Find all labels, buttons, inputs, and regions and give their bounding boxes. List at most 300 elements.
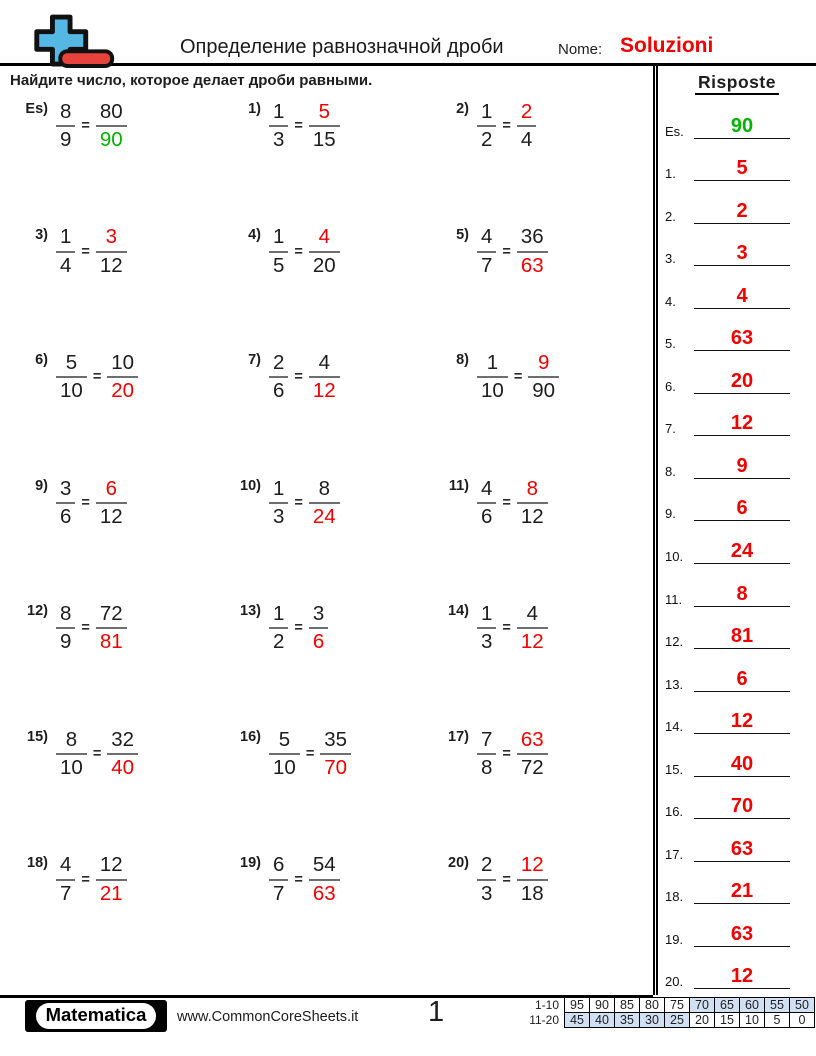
fraction-numerator: 5	[309, 101, 340, 127]
fraction-numerator: 1	[477, 101, 496, 127]
answer-value: 81	[730, 625, 754, 648]
score-range-label: 11-20	[519, 1013, 565, 1028]
fraction-denominator: 12	[99, 253, 123, 277]
answer-value: 63	[730, 327, 754, 350]
fraction-numerator: 2	[269, 352, 288, 378]
answer-line	[694, 328, 790, 351]
score-cell: 35	[615, 1013, 640, 1028]
answer-line	[694, 839, 790, 862]
fraction-denominator: 70	[324, 755, 348, 779]
fraction	[309, 603, 328, 653]
fraction-denominator: 4	[520, 128, 533, 151]
problem	[10, 227, 223, 277]
answer-row	[658, 734, 816, 777]
answer-value: 40	[730, 752, 754, 775]
score-cell: 70	[690, 998, 715, 1013]
problems-grid	[10, 96, 653, 975]
answer-value: 12	[730, 710, 754, 733]
fraction-numerator: 1	[269, 478, 288, 504]
answer-row	[658, 479, 816, 522]
fraction-numerator: 4	[477, 226, 496, 252]
problem	[223, 478, 431, 528]
fraction	[517, 854, 548, 904]
fraction-denominator: 10	[273, 755, 296, 779]
answer-value: 63	[730, 837, 754, 860]
problem-number: 2)	[456, 101, 469, 117]
score-cell: 95	[565, 998, 590, 1013]
problem-number: 12)	[27, 603, 48, 620]
fraction	[269, 226, 288, 276]
equals-sign: =	[502, 494, 511, 511]
fraction-denominator: 6	[273, 379, 285, 403]
equals-sign: =	[81, 620, 90, 637]
fraction-denominator: 90	[532, 379, 556, 403]
problem-number: 6)	[35, 352, 48, 369]
answer-line	[694, 584, 790, 607]
fraction-denominator: 12	[312, 379, 336, 403]
answer-line	[694, 413, 790, 436]
fraction	[269, 478, 288, 528]
fraction	[517, 603, 548, 653]
score-row	[519, 998, 815, 1013]
fraction	[96, 478, 127, 528]
equals-sign: =	[294, 620, 303, 637]
equals-sign: =	[294, 871, 303, 888]
fraction-denominator: 7	[60, 881, 72, 905]
answer-value: 21	[730, 880, 754, 903]
fraction	[269, 854, 288, 904]
fraction-denominator: 12	[520, 630, 544, 654]
answer-row	[658, 649, 816, 692]
score-cell: 55	[765, 998, 790, 1013]
answer-value: 63	[730, 922, 754, 945]
answer-value: 9	[736, 454, 748, 477]
problem-number: 1)	[248, 101, 261, 117]
equals-sign: =	[81, 243, 90, 260]
grading-table-body	[519, 998, 815, 1028]
website-url: www.CommonCoreSheets.it	[177, 1009, 359, 1025]
answer-value: 12	[730, 412, 754, 435]
answer-line	[694, 754, 790, 777]
fraction-denominator: 10	[60, 755, 83, 779]
fraction-numerator: 5	[56, 352, 87, 378]
answer-number: 10.	[665, 549, 684, 565]
fraction-denominator: 8	[481, 755, 493, 779]
fraction-numerator: 10	[107, 352, 138, 378]
answer-row	[658, 309, 816, 352]
score-cell: 10	[740, 1013, 765, 1028]
fraction	[56, 352, 87, 402]
problem-number: Es)	[25, 101, 48, 117]
answer-number: 18.	[665, 889, 684, 905]
answer-number: 8.	[665, 463, 676, 479]
fraction	[56, 101, 75, 151]
fraction-denominator: 2	[273, 630, 285, 654]
fraction-numerator: 5	[269, 729, 300, 755]
answer-value: 4	[736, 284, 748, 307]
answer-row	[658, 139, 816, 182]
fraction-numerator: 4	[309, 226, 340, 252]
answer-number: 9.	[665, 506, 676, 522]
answer-row	[658, 777, 816, 820]
answer-row	[658, 564, 816, 607]
answer-number: 1.	[665, 166, 676, 182]
equals-sign: =	[502, 243, 511, 260]
instruction-text: Найдите число, которое делает дроби равными.	[10, 72, 373, 89]
fraction-numerator: 4	[517, 603, 548, 629]
problem-number: 11)	[448, 477, 469, 494]
problem	[223, 227, 431, 277]
fraction	[320, 729, 351, 779]
fraction-denominator: 7	[273, 881, 285, 905]
fraction-numerator: 6	[269, 854, 288, 880]
fraction-numerator: 2	[477, 854, 496, 880]
answer-row	[658, 436, 816, 479]
answer-number: 5.	[665, 336, 676, 352]
problem-number: 17)	[448, 728, 469, 745]
problem-number: 16)	[240, 728, 261, 745]
score-cell: 50	[790, 998, 815, 1013]
problem	[10, 855, 223, 905]
fraction-numerator: 72	[96, 603, 127, 629]
answer-value: 6	[736, 667, 748, 690]
equals-sign: =	[513, 369, 523, 386]
answer-rows	[658, 96, 816, 989]
fraction	[517, 226, 548, 276]
problem	[10, 478, 223, 528]
score-cell: 90	[590, 998, 615, 1013]
problem	[431, 729, 653, 779]
problem-number: 15)	[27, 728, 48, 745]
answer-value: 3	[736, 242, 748, 265]
fraction	[107, 729, 138, 779]
fraction-numerator: 63	[517, 729, 548, 755]
fraction-numerator: 54	[309, 854, 340, 880]
fraction-numerator: 8	[56, 101, 75, 127]
fraction-denominator: 3	[273, 128, 285, 151]
fraction	[269, 352, 288, 402]
problem	[223, 603, 431, 653]
fraction-denominator: 15	[312, 128, 336, 151]
fraction	[309, 854, 340, 904]
answer-value: 24	[730, 540, 754, 563]
plus-minus-logo-icon	[26, 13, 120, 70]
answer-line	[694, 116, 790, 139]
answer-number: 11.	[665, 591, 683, 607]
answer-number: 3.	[665, 251, 676, 267]
problem	[431, 478, 653, 528]
problem-number: 4)	[248, 226, 261, 243]
fraction-denominator: 3	[481, 630, 493, 654]
answer-row	[658, 266, 816, 309]
answer-number: 4.	[665, 293, 676, 309]
answer-number: 2.	[665, 208, 676, 224]
equals-sign: =	[294, 118, 303, 134]
answer-row	[658, 947, 816, 990]
problem-number: 5)	[456, 226, 469, 243]
fraction-denominator: 81	[99, 630, 123, 654]
fraction-denominator: 10	[60, 379, 83, 403]
main-area	[0, 66, 816, 995]
score-cell: 85	[615, 998, 640, 1013]
fraction-denominator: 20	[111, 379, 135, 403]
fraction	[56, 478, 75, 528]
fraction-denominator: 7	[481, 253, 493, 277]
fraction	[477, 603, 496, 653]
name-value: Soluzioni	[620, 34, 714, 57]
equals-sign: =	[305, 745, 315, 762]
problem	[431, 352, 653, 402]
answer-line	[694, 158, 790, 181]
answer-number: 14.	[665, 719, 684, 735]
equals-sign: =	[92, 369, 102, 386]
equals-sign: =	[81, 871, 90, 888]
fraction-denominator: 9	[60, 630, 72, 654]
equals-sign: =	[502, 871, 511, 888]
problem	[431, 101, 653, 151]
answer-line	[694, 498, 790, 521]
fraction-numerator: 1	[477, 352, 508, 378]
fraction	[477, 478, 496, 528]
fraction-numerator: 3	[309, 603, 328, 629]
fraction-numerator: 7	[477, 729, 496, 755]
answer-line	[694, 626, 790, 649]
problem	[431, 603, 653, 653]
fraction	[269, 603, 288, 653]
fraction-numerator: 36	[517, 226, 548, 252]
fraction-numerator: 8	[309, 478, 340, 504]
answers-column	[653, 66, 816, 995]
fraction-denominator: 18	[520, 881, 544, 905]
fraction	[96, 854, 127, 904]
fraction-denominator: 40	[111, 755, 135, 779]
answers-header: Risposte	[695, 72, 779, 95]
answer-line	[694, 541, 790, 564]
answer-number: 7.	[665, 421, 676, 437]
fraction-numerator: 8	[56, 603, 75, 629]
answer-row	[658, 819, 816, 862]
problem	[10, 603, 223, 653]
fraction-numerator: 3	[96, 226, 127, 252]
fraction-numerator: 8	[56, 729, 87, 755]
problem-number: 13)	[240, 603, 261, 620]
equals-sign: =	[294, 369, 303, 386]
answer-value: 5	[736, 157, 748, 180]
problem-number: 18)	[27, 854, 48, 871]
score-cell: 5	[765, 1013, 790, 1028]
problem	[431, 227, 653, 277]
fraction-denominator: 20	[312, 253, 336, 277]
answer-line	[694, 201, 790, 224]
fraction-numerator: 8	[517, 478, 548, 504]
fraction-denominator: 63	[520, 253, 544, 277]
score-cell: 0	[790, 1013, 815, 1028]
fraction	[96, 226, 127, 276]
fraction-denominator: 6	[481, 504, 493, 528]
problem	[10, 729, 223, 779]
answer-row	[658, 181, 816, 224]
fraction-denominator: 24	[312, 504, 336, 528]
problem-number: 10)	[240, 477, 261, 494]
answer-number: 20.	[665, 974, 684, 990]
fraction-denominator: 3	[273, 504, 285, 528]
problem	[223, 855, 431, 905]
fraction	[528, 352, 559, 402]
fraction-numerator: 1	[477, 603, 496, 629]
score-cell: 30	[640, 1013, 665, 1028]
answer-number: 16.	[665, 804, 684, 820]
answer-value: 6	[736, 497, 748, 520]
page-title: Определение равнозначной дроби	[180, 36, 504, 58]
answer-row	[658, 351, 816, 394]
answer-row	[658, 521, 816, 564]
fraction-numerator: 1	[269, 101, 288, 127]
answer-line	[694, 711, 790, 734]
answer-line	[694, 456, 790, 479]
fraction-denominator: 5	[273, 253, 285, 277]
answer-row	[658, 394, 816, 437]
problem-number: 19)	[240, 854, 261, 871]
fraction	[517, 478, 548, 528]
problem-number: 14)	[448, 603, 469, 620]
fraction-numerator: 6	[96, 478, 127, 504]
fraction-numerator: 3	[56, 478, 75, 504]
equals-sign: =	[294, 494, 303, 511]
answer-line	[694, 243, 790, 266]
problem-number: 20)	[448, 854, 469, 871]
problem-number: 8)	[456, 352, 469, 369]
fraction-denominator: 2	[481, 128, 493, 151]
answer-line	[694, 286, 790, 309]
answer-line	[694, 796, 790, 819]
page-number: 1	[428, 996, 445, 1028]
score-cell: 80	[640, 998, 665, 1013]
answer-number: 13.	[665, 676, 684, 692]
answer-line	[694, 669, 790, 692]
answer-number: 12.	[665, 634, 684, 650]
fraction	[309, 101, 340, 151]
footer	[0, 995, 816, 1056]
fraction	[56, 729, 87, 779]
score-cell: 20	[690, 1013, 715, 1028]
fraction	[477, 101, 496, 151]
fraction-numerator: 1	[269, 226, 288, 252]
fraction	[517, 729, 548, 779]
fraction	[56, 226, 75, 276]
problem	[10, 101, 223, 151]
problem-number: 9)	[35, 477, 48, 494]
fraction-numerator: 4	[309, 352, 340, 378]
answer-value: 2	[736, 199, 748, 222]
answer-row	[658, 224, 816, 267]
score-cell: 60	[740, 998, 765, 1013]
fraction	[309, 352, 340, 402]
fraction-denominator: 63	[312, 881, 336, 905]
answer-value: 20	[730, 369, 754, 392]
problem-number: 7)	[248, 352, 261, 369]
problem	[223, 352, 431, 402]
fraction-denominator: 4	[60, 253, 72, 277]
grading-table	[519, 997, 816, 1028]
score-cell: 15	[715, 1013, 740, 1028]
fraction	[477, 854, 496, 904]
score-cell: 75	[665, 998, 690, 1013]
fraction	[56, 603, 75, 653]
answer-row	[658, 607, 816, 650]
fraction	[477, 226, 496, 276]
fraction-numerator: 1	[269, 603, 288, 629]
brand-name: Matematica	[36, 1003, 157, 1029]
answer-row	[658, 904, 816, 947]
fraction	[96, 603, 127, 653]
fraction-denominator: 72	[520, 755, 544, 779]
fraction	[477, 729, 496, 779]
problem	[431, 855, 653, 905]
answer-value: 90	[730, 114, 754, 137]
fraction	[309, 478, 340, 528]
problems-area	[0, 66, 653, 995]
fraction-denominator: 6	[60, 504, 72, 528]
fraction-denominator: 6	[312, 630, 325, 654]
answer-row	[658, 862, 816, 905]
answer-number: 19.	[665, 931, 684, 947]
answer-row	[658, 692, 816, 735]
answer-line	[694, 371, 790, 394]
fraction	[56, 854, 75, 904]
fraction	[309, 226, 340, 276]
fraction-numerator: 1	[56, 226, 75, 252]
fraction	[477, 352, 508, 402]
fraction-numerator: 35	[320, 729, 351, 755]
score-row	[519, 1013, 815, 1028]
answer-number: Es.	[665, 123, 684, 139]
fraction	[269, 729, 300, 779]
score-range-label: 1-10	[519, 998, 565, 1013]
problem	[223, 101, 431, 151]
answers-header-wrap	[658, 72, 816, 93]
answer-line	[694, 966, 790, 989]
equals-sign: =	[81, 494, 90, 511]
fraction	[107, 352, 138, 402]
equals-sign: =	[502, 745, 511, 762]
fraction-denominator: 10	[481, 379, 504, 403]
fraction-numerator: 4	[56, 854, 75, 880]
fraction-numerator: 4	[477, 478, 496, 504]
answer-number: 6.	[665, 378, 676, 394]
fraction-numerator: 12	[517, 854, 548, 880]
fraction	[269, 101, 288, 151]
answer-number: 17.	[665, 846, 684, 862]
fraction-numerator: 2	[517, 101, 536, 127]
answer-line	[694, 924, 790, 947]
fraction-denominator: 9	[60, 128, 72, 151]
fraction-numerator: 32	[107, 729, 138, 755]
fraction-denominator: 90	[99, 128, 123, 151]
answer-value: 12	[730, 965, 754, 988]
problem-number: 3)	[35, 226, 48, 243]
problem	[223, 729, 431, 779]
equals-sign: =	[92, 745, 102, 762]
brand-logo	[25, 1000, 167, 1032]
answer-number: 15.	[665, 761, 684, 777]
fraction-denominator: 12	[99, 504, 123, 528]
name-label: Nome:	[558, 41, 603, 58]
fraction-numerator: 12	[96, 854, 127, 880]
fraction	[517, 101, 536, 151]
score-cell: 45	[565, 1013, 590, 1028]
answer-line	[694, 881, 790, 904]
fraction	[96, 101, 127, 151]
